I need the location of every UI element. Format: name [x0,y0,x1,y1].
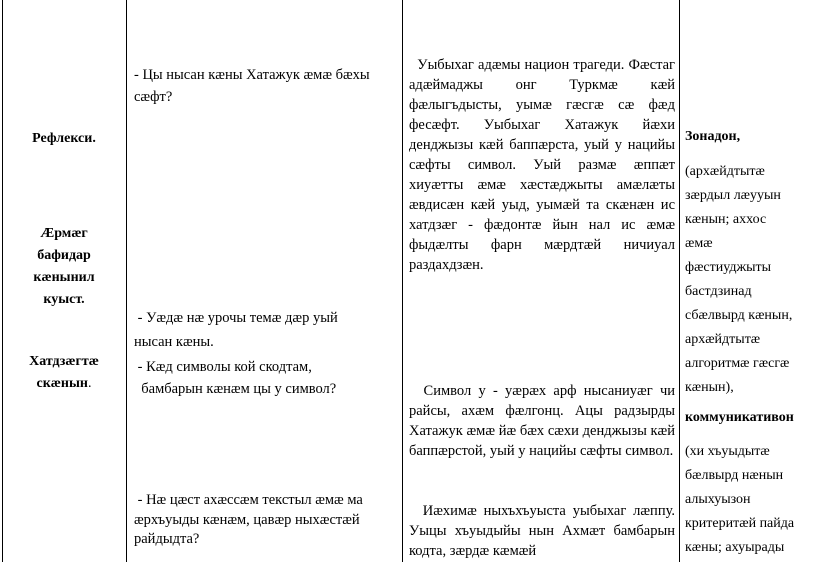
cognitive-desc-3: кæнын; аххос [685,212,767,227]
question-4-line-2: æрхъуыды кæнæм, цавæр ныхæстæй [134,512,360,528]
answer-paragraph-1: Уыбыхаг адæмы национ трагеди. Фæстаг адæймаджы онг Туркмæ кæй фæлыгъдысты, уымæ гæсгæ сæ фæд фесæфт. Уыбыхаг Хатажук йæхи денджызы кæй баппæрста, уый у нацийы сæфты символ. Уый размæ æппæт хиуæтты æмæ хæстæджыты амæлæты æвдисæн кæй уыд, уымæй та скæнæн ис хатдзæг - фæдонтæ йын нал ис æмæ фыдæлты фарн мæрдтæй ничиуал раздахдзæн. [409,57,679,273]
table-left-border [2,0,3,562]
learner-line-1: Æрмæг [40,226,88,241]
column-divider-2 [402,0,403,562]
cognitive-desc-5: фæстиуджыты [685,260,772,275]
question-4-line-1: - Нæ цæст ахæссæм текстыл æмæ ма [134,492,363,508]
question-4-line-3: райдыдта? [134,531,200,547]
cognitive-desc-8: архæйдтытæ [685,332,761,347]
question-3-line-1: - Кæд символы кой скодтам, [134,359,312,375]
communicative-desc-1: (хи хъуыдытæ [685,444,770,459]
individual-line-1: Хатдзæгтæ [29,354,99,369]
cognitive-desc-9: алгоритмæ гæсгæ [685,356,790,371]
question-1-line-1: - Цы нысан кæны Хатажук æмæ бæхы [134,67,370,83]
learner-line-2: бафидар [37,248,91,263]
cognitive-desc-6: бастдзинад [685,284,752,299]
question-2-line-2: нысан кæны. [134,334,214,350]
answer-paragraph-3: Иæхимæ ныхъхъуыста уыбыхаг лæппу. Уыцы хъуыдыйы нын Ахмæт бамбарын кодта, зæрдæ кæмæй [409,503,679,559]
learner-line-3: кæнынил [33,270,95,285]
cognitive-desc-2: зæрдыл лæууын [685,188,781,203]
question-3-line-2: бамбарын кæнæм цы у символ? [134,381,337,397]
communicative-desc-3: алыхуызон [685,492,751,507]
column-divider-3 [679,0,680,562]
column-divider-1 [126,0,127,562]
individual-dot: . [87,376,92,391]
individual-line-2 [16,373,112,395]
competence-cognitive: Зонадон, [685,129,741,144]
cognitive-desc-4: æмæ [685,236,713,251]
individual-word: скæнын [36,376,88,391]
cognitive-desc-1: (архæйдтытæ [685,164,765,179]
communicative-desc-4: критеритæй пайда [685,516,795,531]
question-1-line-2: сæфт? [134,89,173,105]
learner-line-4: куыст. [43,292,85,307]
answer-paragraph-2: Символ у - уæрæх арф нысаниуæг чи райсы, ахæм фæлгонц. Ацы радзырды Хатажук æмæ йæ бæх сæхи денджызы кæй баппæрстой, уый у нацийы сæфты символ. [409,383,679,459]
stage-reflexes: Рефлекси. [32,131,96,146]
competence-communicative: коммуникативон [685,410,794,425]
communicative-desc-2: бæлвырд нæнын [685,468,784,483]
question-2-line-1: - Уæдæ нæ урочы темæ дæр уый [134,310,338,326]
communicative-desc-5: кæны; ахуырады [685,540,785,555]
cognitive-desc-10: кæнын), [685,380,734,395]
cognitive-desc-7: сбæлвырд кæнын, [685,308,793,323]
